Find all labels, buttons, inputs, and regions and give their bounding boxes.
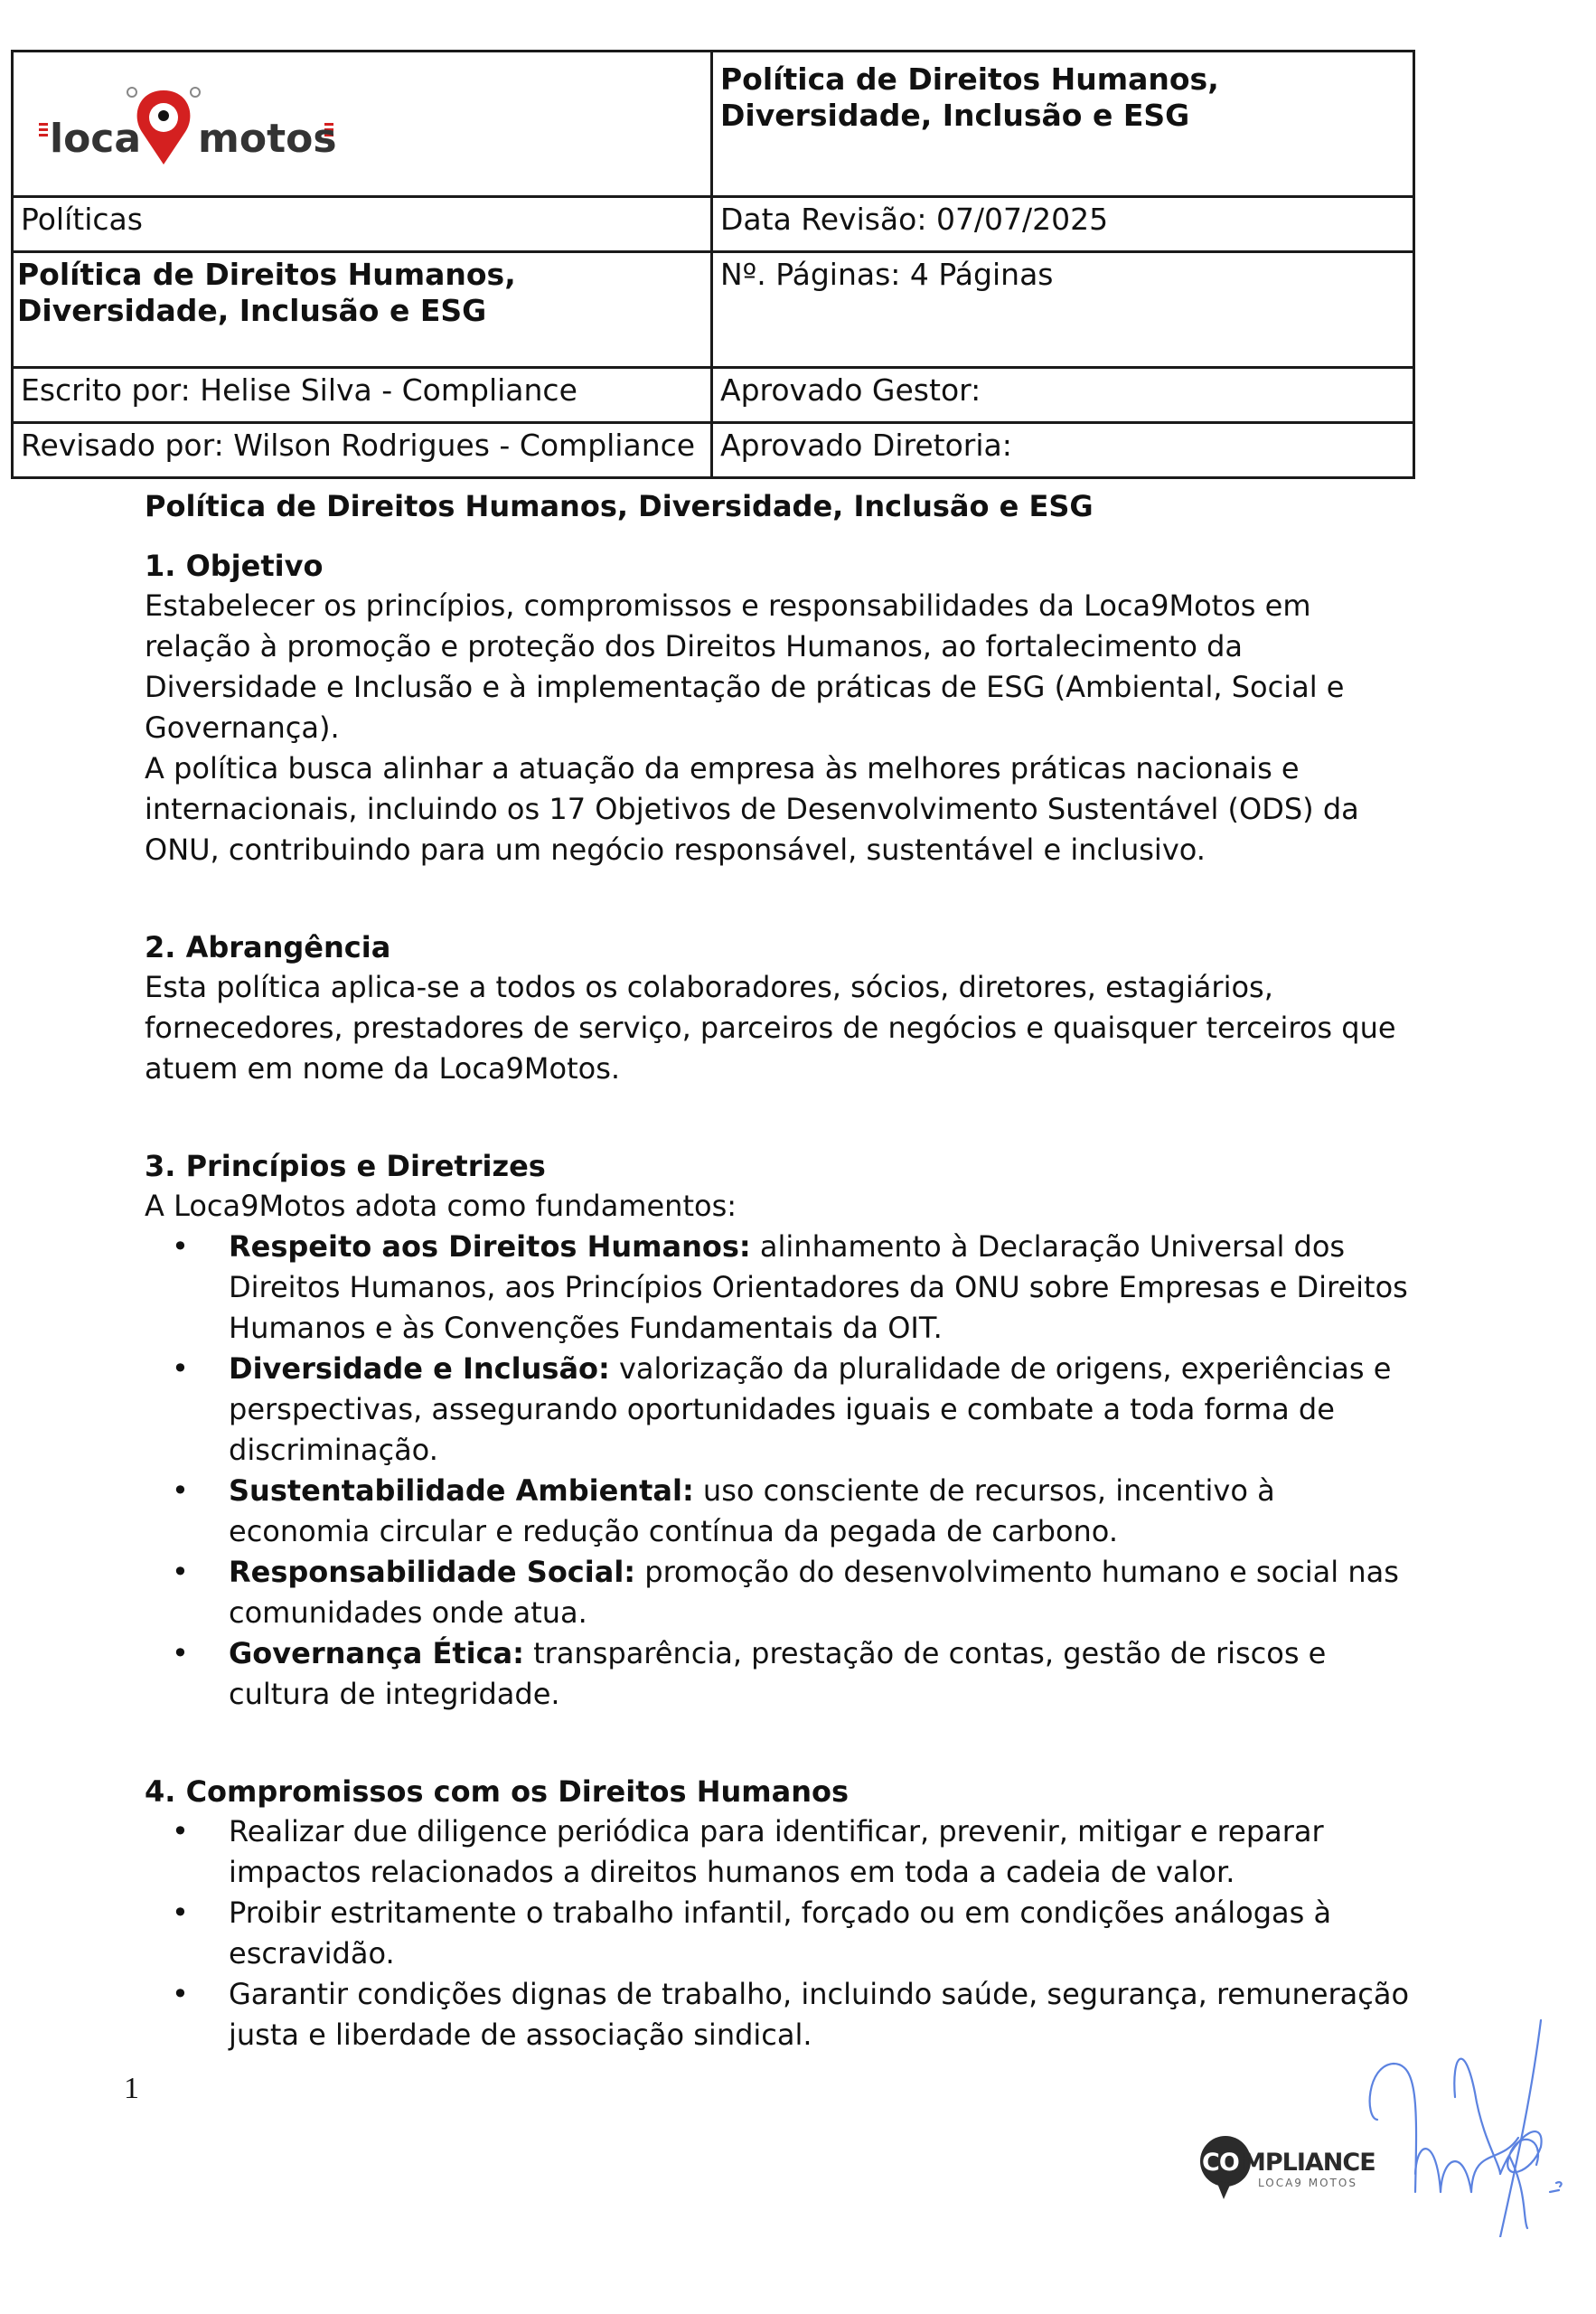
document-title: Política de Direitos Humanos, Diversidade, Inclusão e ESG xyxy=(145,489,1094,523)
section-intro: A Loca9Motos adota como fundamentos: xyxy=(145,1189,737,1223)
section-objetivo xyxy=(145,546,1410,870)
bullet-icon: • xyxy=(172,1895,189,1930)
document-header-table xyxy=(11,50,1415,479)
paragraph: A política busca alinhar a atuação da empresa às melhores práticas nacionais e internacionais, incluindo os 17 Objetivos de Desenvolvimento Sustentável (ODS) da ONU, contribuindo para um negócio responsável, sustentável e inclusivo. xyxy=(145,751,1359,867)
bullet-icon: • xyxy=(172,1473,189,1508)
list-item: • Diversidade e Inclusão: valorização da pluralidade de origens, experiências e perspectivas, assegurando oportunidades iguais e combate a toda forma de discriminação. xyxy=(145,1349,1410,1471)
section-abrangencia xyxy=(145,927,1410,1089)
bullet-icon: • xyxy=(172,1229,189,1264)
section-heading: 4. Compromissos com os Direitos Humanos xyxy=(145,1774,849,1809)
document-body xyxy=(145,486,1410,2055)
svg-text:loca: loca xyxy=(50,116,142,162)
page-number: 1 xyxy=(124,2072,139,2105)
bullet-icon: • xyxy=(172,1814,189,1848)
section-compromissos xyxy=(145,1772,1410,2055)
list-item: • Realizar due diligence periódica para identificar, prevenir, mitigar e reparar impactos relacionados a direitos humanos em toda a cadeia de valor. xyxy=(145,1811,1410,1893)
section-heading: 1. Objetivo xyxy=(145,549,324,583)
compliance-logo xyxy=(1200,2129,1381,2201)
section-principios xyxy=(145,1146,1410,1715)
bullet-icon: • xyxy=(172,1636,189,1670)
policy-name-cell: Política de Direitos Humanos, Diversidade, Inclusão e ESG xyxy=(13,252,712,368)
svg-text:CO: CO xyxy=(1202,2149,1239,2177)
svg-text:LOCA9 MOTOS: LOCA9 MOTOS xyxy=(1258,2177,1357,2189)
reviewed-by-cell: Revisado por: Wilson Rodrigues - Compliance xyxy=(13,423,712,478)
list-item: • Responsabilidade Social: promoção do desenvolvimento humano e social nas comunidades onde atua. xyxy=(145,1552,1410,1633)
principles-list xyxy=(145,1227,1410,1715)
list-item: • Governança Ética: transparência, prestação de contas, gestão de riscos e cultura de integridade. xyxy=(145,1633,1410,1715)
revision-date-cell: Data Revisão: 07/07/2025 xyxy=(712,197,1414,252)
page-count-cell: Nº. Páginas: 4 Páginas xyxy=(712,252,1414,368)
section-heading: 2. Abrangência xyxy=(145,930,391,964)
paragraph: Estabelecer os princípios, compromissos e responsabilidades da Loca9Motos em relação à promoção e proteção dos Direitos Humanos, ao fortalecimento da Diversidade e Inclusão e à implementação de práticas de ESG (Ambiental, Social e Governança). xyxy=(145,588,1345,745)
svg-text:MPLIANCE: MPLIANCE xyxy=(1242,2149,1375,2177)
list-item: • Respeito aos Direitos Humanos: alinhamento à Declaração Universal dos Direitos Humanos, aos Princípios Orientadores da ONU sobre Empresas e Direitos Humanos e às Convenções Fundamentais da OIT. xyxy=(145,1227,1410,1349)
header-title-cell xyxy=(712,52,1414,197)
loca9motos-logo xyxy=(37,81,344,172)
logo-cell xyxy=(13,52,712,197)
header-doc-title: Política de Direitos Humanos, Diversidade, Inclusão e ESG xyxy=(720,61,1219,133)
approved-manager-cell: Aprovado Gestor: xyxy=(712,368,1414,423)
svg-text:motos: motos xyxy=(198,116,337,162)
handwritten-signature xyxy=(1365,2011,1573,2237)
category-cell: Políticas xyxy=(13,197,712,252)
bullet-icon: • xyxy=(172,1555,189,1589)
list-item: • Proibir estritamente o trabalho infantil, forçado ou em condições análogas à escravidão. xyxy=(145,1893,1410,1974)
section-heading: 3. Princípios e Diretrizes xyxy=(145,1149,546,1183)
list-item: • Garantir condições dignas de trabalho, incluindo saúde, segurança, remuneração justa e liberdade de associação sindical. xyxy=(145,1974,1410,2055)
commitments-list xyxy=(145,1811,1410,2055)
bullet-icon: • xyxy=(172,1351,189,1386)
approved-board-cell: Aprovado Diretoria: xyxy=(712,423,1414,478)
bullet-icon: • xyxy=(172,1977,189,2011)
written-by-cell: Escrito por: Helise Silva - Compliance xyxy=(13,368,712,423)
list-item: • Sustentabilidade Ambiental: uso consciente de recursos, incentivo à economia circular e redução contínua da pegada de carbono. xyxy=(145,1471,1410,1552)
paragraph: Esta política aplica-se a todos os colaboradores, sócios, diretores, estagiários, fornecedores, prestadores de serviço, parceiros de negócios e quaisquer terceiros que atuem em nome da Loca9Motos. xyxy=(145,970,1396,1086)
